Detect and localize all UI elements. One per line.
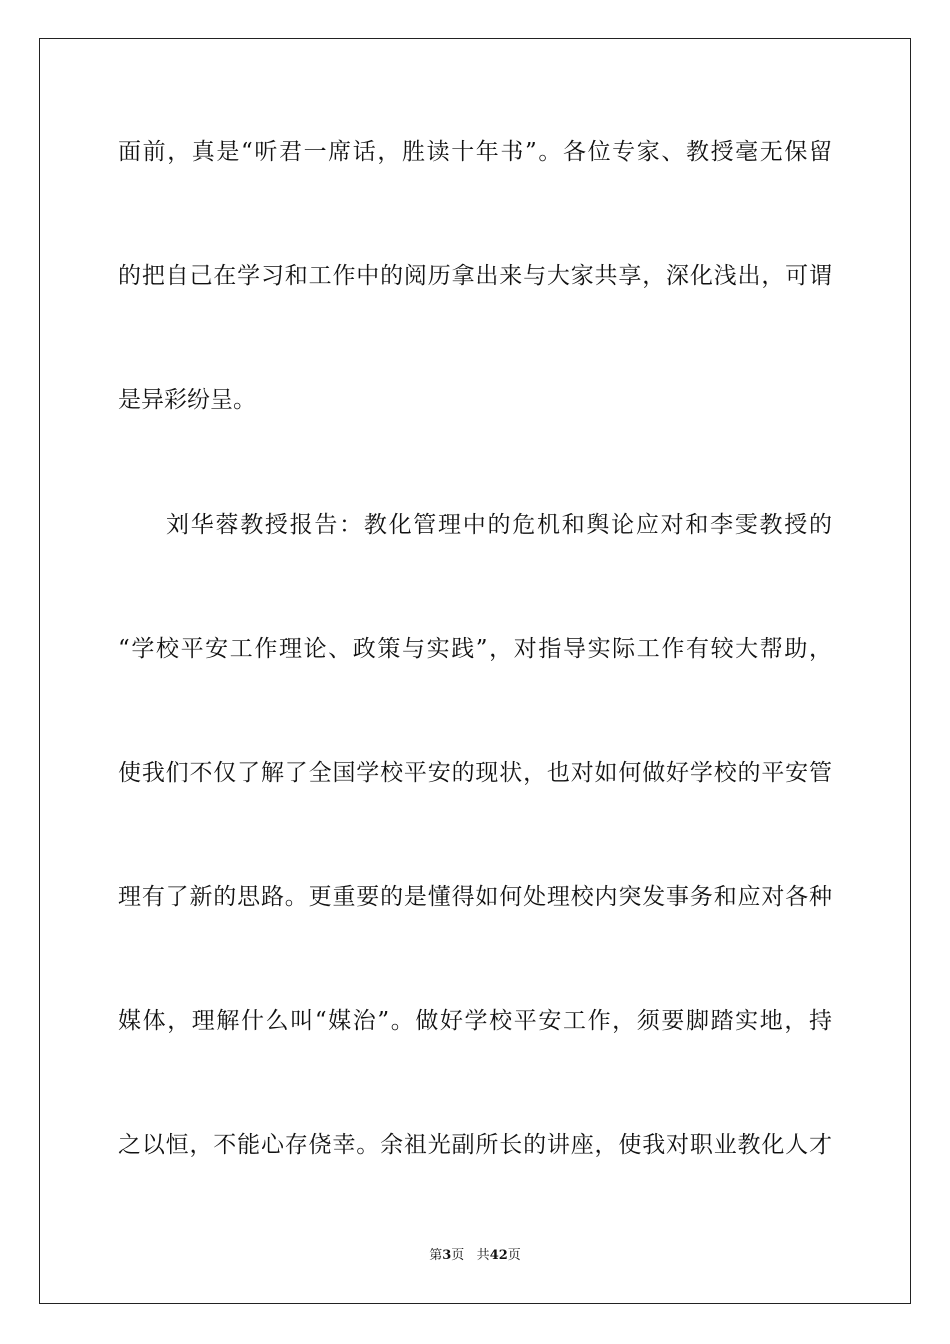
body-text-line: 媒体，理解什么叫“媒治”。做好学校平安工作，须要脚踏实地，持: [118, 1008, 832, 1034]
body-text-line: 之以恒，不能心存侥幸。余祖光副所长的讲座，使我对职业教化人才: [118, 1132, 832, 1158]
body-text-line: 使我们不仅了解了全国学校平安的现状，也对如何做好学校的平安管: [118, 760, 832, 786]
total-suffix: 页: [507, 1248, 521, 1263]
body-text-line: 面前，真是“听君一席话，胜读十年书”。各位专家、教授毫无保留: [118, 139, 832, 165]
page-footer: [0, 1247, 950, 1265]
page-border: [39, 38, 911, 1304]
body-text-line: 理有了新的思路。更重要的是懂得如何处理校内突发事务和应对各种: [118, 884, 832, 910]
current-page-number: 3: [442, 1248, 452, 1263]
total-page-count: 42: [489, 1248, 508, 1263]
body-text-line: 是异彩纷呈。: [118, 387, 256, 413]
body-text-line: 的把自己在学习和工作中的阅历拿出来与大家共享，深化浅出，可谓: [118, 263, 832, 289]
page-suffix: 页: [451, 1248, 465, 1263]
page-prefix: 第: [429, 1248, 443, 1263]
body-text-line: “学校平安工作理论、政策与实践”，对指导实际工作有较大帮助，: [118, 636, 832, 662]
paragraph-start-line: 刘华蓉教授报告：教化管理中的危机和舆论应对和李雯教授的: [166, 512, 832, 538]
total-prefix: 共: [476, 1248, 490, 1263]
